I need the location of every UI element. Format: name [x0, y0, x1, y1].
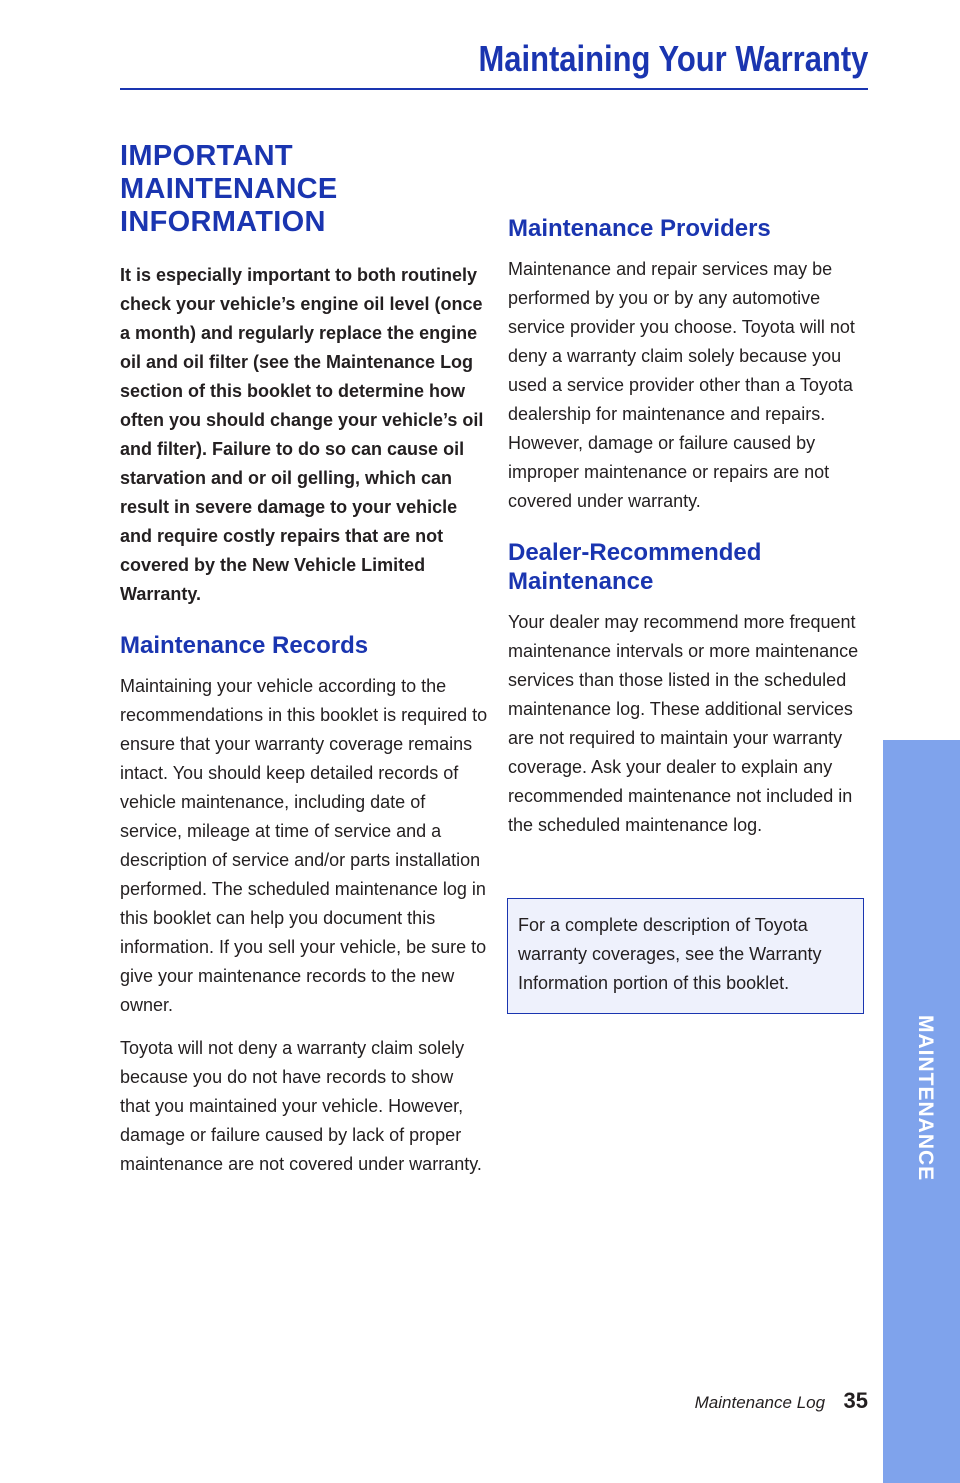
page-title: Maintaining Your Warranty: [478, 38, 868, 79]
dealer-recommended-paragraph: Your dealer may recommend more frequent maintenance intervals or more maintenance services than those listed in the scheduled maintenance log. These additional services are not required to maintain your warranty coverage. Ask your dealer to explain any recommended maintenance not included in the scheduled maintenance log.: [508, 612, 859, 835]
section-side-tab-label: MAINTENANCE: [914, 1015, 937, 1182]
maintenance-providers-paragraph: Maintenance and repair services may be performed by you or by any automotive service provider you choose. Toyota will not deny a warranty claim solely because you used a service provider other than a Toyota dealership for maintenance and repairs. However, damage or failure caused by improper maintenance or repairs are not covered under warranty.: [508, 259, 855, 511]
page-footer: [695, 1388, 868, 1414]
section-side-tab: [883, 740, 960, 1483]
maintenance-records-heading: Maintenance Records: [120, 632, 369, 659]
page-header: [120, 38, 868, 90]
important-maintenance-lead: It is especially important to both routinely check your vehicle’s engine oil level (once a month) and regularly replace the engine oil and oil filter (see the Maintenance Log section of this booklet to determine how often you should change your vehicle’s oil and filter). Failure to do so can cause oil starvation and or oil gelling, which can result in severe damage to your vehicle and require costly repairs that are not covered by the New Vehicle Limited Warranty.: [120, 265, 484, 604]
maintenance-records-paragraph-1: Maintaining your vehicle according to the recommendations in this booklet is required to ensure that your warranty coverage remains intact. You should keep detailed records of vehicle maintenance, including date of service, mileage at time of service and a description of service and/or parts installation performed. The scheduled maintenance log in this booklet can help you document this information. If you sell your vehicle, be sure to give your maintenance records to the new owner.: [120, 676, 488, 1015]
maintenance-records-paragraph-2: Toyota will not deny a warranty claim solely because you do not have records to show that you maintained your vehicle. However, damage or failure caused by lack of proper maintenance are not covered under warranty.: [120, 1038, 482, 1174]
page-number: 35: [843, 1388, 868, 1413]
right-column: [508, 214, 868, 854]
warranty-callout-box: [507, 898, 864, 1014]
left-column: [120, 140, 488, 1193]
dealer-recommended-heading: Dealer-Recommended Maintenance: [508, 539, 762, 595]
important-maintenance-heading: IMPORTANT MAINTENANCE INFORMATION: [120, 140, 338, 238]
footer-section-label: Maintenance Log: [694, 1393, 826, 1412]
maintenance-providers-heading: Maintenance Providers: [508, 215, 771, 242]
warranty-callout-text: For a complete description of Toyota warranty coverages, see the Warranty Information portion of this booklet.: [518, 915, 822, 993]
